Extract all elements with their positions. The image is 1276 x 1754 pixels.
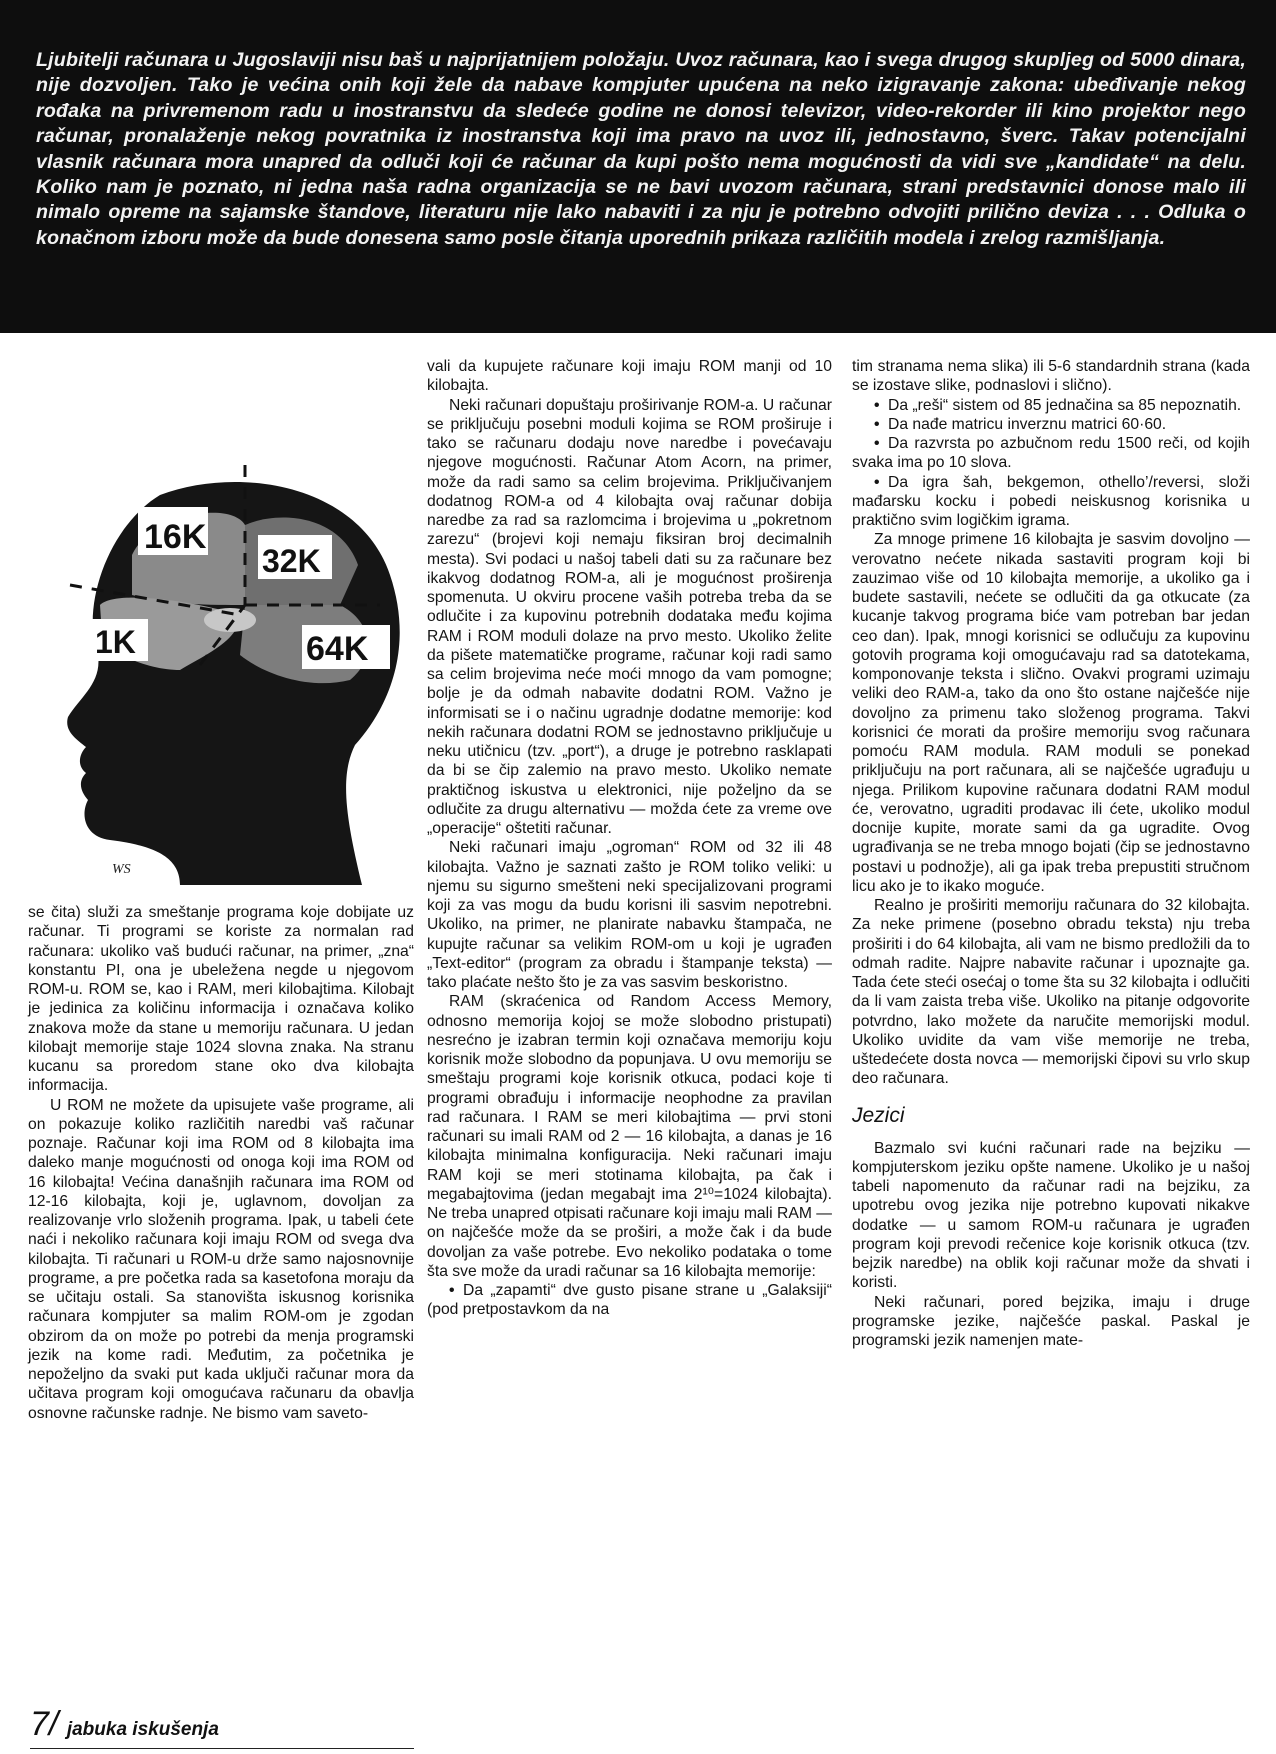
bullet-icon: • [874,415,880,433]
label-16k: 16K [144,518,207,556]
right-bullet-item: • Da razvrsta po azbučnom redu 1500 reči, od kojih svaka ima po 10 slova. [852,435,1250,472]
mid-paragraph: vali da kupujete računare koji imaju ROM manji od 10 kilobajta. [427,358,832,395]
artist-signature: WS [112,862,131,877]
label-32k: 32K [262,543,321,579]
right-column [852,357,1250,1350]
right-paragraph: Bazmalo svi kućni računari rade na bejziku — kompjuterskom jeziku opšte namene. Ukoliko je u našoj tabeli napomenuto da računar radi na bejziku, za upotrebu ovog jezika nije potrebno kupovati nikakve dodatke — u samom ROM-u računara je ugrađen program koji prevodi rečenice koje korisnik otkuca (tzv. bejzik naredbe) na oblik koji računar može da shvati i koristi. [852,1139,1250,1292]
mid-paragraph: Neki računari imaju „ogroman“ ROM od 32 ili 48 kilobajta. Važno je saznati zašto je ROM toliko veliki: u njemu su sigurno smešteni neki specijalizovani programi koji za vas mogu da budu korisni ili sasvim nepotrebni. Ukoliko, na primer, ne planirate nabavku štampača, ne kupujte računar sa velikim ROM-om u koji je ugrađen „Text-editor“ (program za obradu i štampanje teksta) — tako plaćate nešto što je za vas sasvim beskoristno. [427,839,832,991]
right-paragraph: Za mnoge primene 16 kilobajta je sasvim dovoljno — verovatno nećete nikada sastaviti program koji bi zauzimao više od 10 kilobajta memorije, a ukoliko ga i budete sastavili, nećete se odlučiti da ga otkucate (za kucanje takvog programa biće vam potreban bar jedan ceo dan). Ipak, mnogi korisnici se odlučuju za kupovinu gotovih programa koji omogućavaju rad sa datotekama, komponovanje teksta i slično. Ovakvi programi uzimaju veliki deo RAM-a, tako da ono što ostane najčešće nije dovoljno za primenu tako složenog programa. Takvi korisnici će morati da prošire memoriju svog računara pomoću RAM modula. RAM moduli se ponekad priključuju na port računara, ali se najčešće ugrađuju u njega. Prilikom kupovine računara dodatni RAM modul će, verovatno, ugraditi prodavac ili ćete, ukoliko modul docnije kupite, morate sami da ga ugradite. Ovog ugrađivanja se ne treba mnogo bojati (čip se jednostavno postavi u podnožje), ali ga ipak treba prepustiti stručnom licu ako je to ikako moguće. [852,531,1250,895]
mid-bullet-item: • Da „zapamti“ dve gusto pisane strane u „Galaksiji“ (pod pretpostavkom da na [427,1282,832,1319]
section-heading: Jezici [852,1103,905,1127]
brain-core [204,608,256,632]
label-64k: 64K [306,630,369,668]
intro-text: Ljubitelji računara u Jugoslaviji nisu baš u najprijatnijem položaju. Uvoz računara, kao i svega drugog skupljeg od 5000 dinara, nije dozvoljen. Tako je većina onih koji žele da nabave kompjuter upućena na neko izigravanje zakona: ubeđivanje nekog rođaka na privremenom radu u inostranstvu da sledeće godine ne donosi televizor, video-rekorder ili kino projektor nego računar, pronalaženje nekog povratnika iz inostranstva koji ima pravo na uvoz ili, jednostavno, šverc. Takav potencijalni vlasnik računara mora unapred da odluči koji će računar da kupi pošto nema mogućnosti da vidi sve „kandidate“ na delu. Koliko nam je poznato, ni jedna naša radna organizacija se ne bavi uvozom računara, strani predstavnici donose malo ili nimalo opreme na sajamske štandove, literaturu nije lako nabaviti i za nju je potrebno odvojiti prilično deviza . . . Odluka o konačnom izboru može da bude donesena samo posle čitanja uporednih prikaza različitih modela i zrelog razmišljanja. [36,49,1246,249]
right-bullet-item: • Da igra šah, bekgemon, othello’/reversi, složi mađarsku kocku i pobedi neiskusnog korisnika u praktično svim logičkim igrama. [852,473,1250,529]
mid-paragraph: RAM (skraćenica od Random Access Memory, odnosno memorija kojoj se može slobodno pristupati) nesrećno je izabran termin koji označava memoriju koju korisnik može slobodno da popunjava. U ovu memoriju se smeštaju programi koje korisnik otkuca, podaci koje ti programi obrađuju i informacije neophodne za pravilan rad računara. I RAM se meri kilobajtima — prvi stoni računari su imali RAM od 2 — 16 kilobajta, a danas je 16 kilobajta minimalna konfiguracija. Neki računari imaju RAM koji se meri stotinama kilobajta, pa čak i megabajtovima (jedan megabajt ima 2¹⁰=1024 kilobajta). Ne treba unapred otpisati računare koji imaju mali RAM — on najčešće može da se proširi, a može čak i da bude dovoljan za vaše potrebe. Evo nekoliko podataka o tome šta sve može da uradi računar sa 16 kilobajta memorije: [427,993,832,1280]
right-paragraph: Realno je proširiti memoriju računara do 32 kilobajta. Za neke primene (posebno obradu teksta) nju treba proširiti i do 64 kilobajta, ali vam ne bismo predložili da to odmah radite. Najpre nabavite računar i upoznajte ga. Tada ćete steći osećaj o tome šta su 32 kilobajta i odlučiti da li vam zaista treba više. Ukoliko na pitanje odgovorite potvrdno, lako možete da naručite memorijski modul. Ukoliko uvidite da vam više memorije ne treba, uštedećete dosta novca — memorijski čipovi su vrlo skup deo računara. [852,897,1250,1088]
right-paragraph: tim stranama nema slika) ili 5-6 standardnih strana (kada se izostave slike, podnaslovi i slično). [852,358,1250,395]
intro-banner [0,0,1276,333]
bullet-icon: • [874,396,880,414]
section-name: jabuka iskušenja [66,1719,219,1740]
left-paragraph: U ROM ne možete da upisujete vaše programe, ali on pokazuje koliko različitih naredbi vaš računar poznaje. Računar koji ima ROM od 8 kilobajta ima daleko manje mogućnosti od onoga koji ima ROM od 16 kilobajta! Većina današnjih računara ima ROM od 12-16 kilobajta, koji je, uglavnom, dovoljan za realizovanje vrlo složenih programa. Ipak, u tabeli ćete naći i nekoliko računara koji imaju ROM od svega dva kilobajta. Ti računari u ROM-u drže samo najosnovnije programe, a pre početka rada sa kasetofona moraju da se učitaju ostali. Sa stanovišta iskusnog korisnika računara kompjuter sa malim ROM-om je zgodan obzirom da on može po potrebi da menja programski jezik na kome radi. Međutim, za početnika je nepoželjno da svaki put kada uključi računar mora da učitava program koji omogućava računaru da obavlja osnovne računske radnje. Ne bismo vam saveto- [28,1096,414,1422]
right-paragraph: Neki računari, pored bejzika, imaju i druge programske jezike, najčešće paskal. Paskal je programski jezik namenjen mate- [852,1293,1250,1349]
label-1k: 1K [95,624,136,660]
footer-slash: / [48,1705,59,1743]
brain-head-illustration [40,455,410,885]
middle-column [427,357,832,1320]
right-bullet-item: • Da nađe matricu inverznu matrici 60·60. [874,415,1167,433]
page-number: 7 [30,1705,49,1743]
bullet-icon: • [449,1282,455,1299]
left-paragraph: se čita) služi za smeštanje programa koje dobijate uz računar. Ti programi se koriste za normalan rad računara: ukoliko vaš budući računar, na primer, „zna“ konstantu PI, ona je ubeležena negde u njegovom ROM-u. ROM se, kao i RAM, meri kilobajtima. Kilobajt je jedinica za količinu informacija i označava koliko znakova može da stane u memoriju računara. U jedan kilobajt memorije staje 1024 slovna znaka. Na stranu kucanu sa proredom stane oko dva kilobajta informacija. [28,904,414,1095]
right-bullet-item: • Da „reši“ sistem od 85 jednačina sa 85 nepoznatih. [874,396,1242,414]
left-column [28,903,414,1423]
bullet-icon: • [874,435,880,452]
mid-paragraph: Neki računari dopuštaju proširivanje ROM-a. U računar se priključuju posebni moduli kojima se ROM proširuje i tako se računaru dodaju nove naredbe i povećavaju njegove mogućnosti. Računar Atom Acorn, na primer, može da radi samo sa celim brojevima. Priključivanjem dodatnog ROM-a od 4 kilobajta ovaj računar dobija naredbe za rad sa razlomcima i brojevima u „pokretnom zarezu“ (brojevi koji nemaju fiksiran broj decimalnih mesta). Svi podaci u našoj tabeli dati su za računare bez ikakvog dodatnog ROM-a, ali je mogućnost proširenja spomenuta. U okviru procene vaših potreba treba da se odlučite i za kupovinu potrebnih dodataka među kojima RAM i ROM moduli dolaze na prvo mesto. Ukoliko želite da pišete matematičke programe, računar koji radi samo sa celim brojevima neće moći mnogo da vam pomogne; bolje je da odmah nabavite dodatni ROM. Važno je informisati se i o načinu ugradnje dodatne memorije: kod nekih računara dodatni ROM se jednostavno priključuje u neku utičnicu (tzv. „port“), a druge je potrebno rasklapati da bi se čip zalemio na pravo mesto. Ukoliko nemate praktičnog iskustva u elektronici, nije poželjno da se odlučite za drugu alternativu — možda ćete za vreme ove „operacije“ oštetiti računar. [427,396,832,837]
bullet-icon: • [874,473,880,491]
page-footer [30,1705,414,1749]
